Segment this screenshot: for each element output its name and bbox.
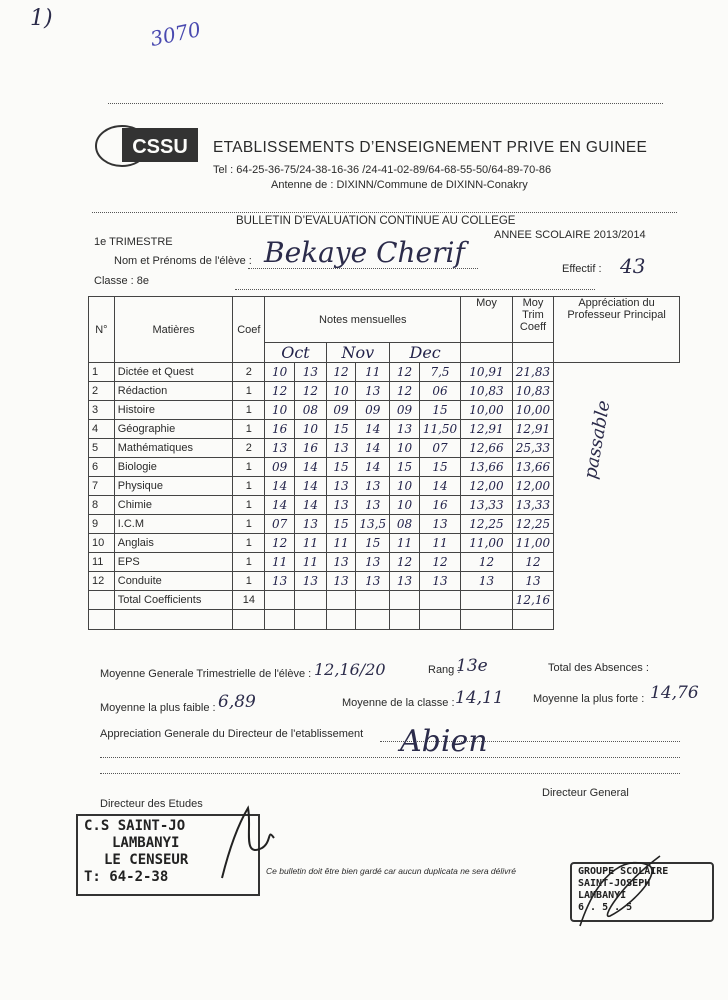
- total-coef: 14: [233, 591, 265, 610]
- right-stamp-line-4: 6 . 5 . 5: [578, 902, 633, 913]
- monthly-grade: 13: [326, 439, 356, 458]
- subject-name: Mathématiques: [114, 439, 233, 458]
- monthly-grade: 13: [390, 420, 420, 439]
- bulletin-title: BULLETIN D’EVALUATION CONTINUE AU COLLEGE: [236, 215, 516, 227]
- moy-blank: [461, 343, 513, 363]
- logo-text: CSSU: [132, 136, 188, 158]
- monthly-grade: 11: [419, 534, 460, 553]
- subject-coef: 1: [233, 515, 265, 534]
- monthly-grade: 09: [326, 401, 356, 420]
- row-number: 5: [89, 439, 115, 458]
- monthly-grade: 12: [390, 553, 420, 572]
- appreciation-dir-value: Abien: [400, 724, 488, 759]
- monthly-grade: 10: [265, 363, 295, 382]
- faible-label: Moyenne la plus faible :: [100, 702, 216, 714]
- subject-coef: 1: [233, 572, 265, 591]
- monthly-grade: 11: [265, 553, 295, 572]
- monthly-grade: 15: [326, 420, 356, 439]
- total-moy-trim: 12,16: [512, 591, 553, 610]
- table-row: [89, 363, 680, 382]
- monthly-grade: 10: [265, 401, 295, 420]
- monthly-grade: 11: [326, 534, 356, 553]
- header-num: N°: [89, 297, 115, 363]
- monthly-grade: 13: [356, 572, 390, 591]
- right-stamp-line-3: LAMBANYI: [578, 890, 627, 901]
- table-row: [89, 534, 680, 553]
- monthly-grade: 12: [265, 534, 295, 553]
- subject-name: EPS: [114, 553, 233, 572]
- monthly-grade: 15: [390, 458, 420, 477]
- monthly-grade: 06: [419, 382, 460, 401]
- subject-name: Rédaction: [114, 382, 233, 401]
- subject-name: Dictée et Quest: [114, 363, 233, 382]
- row-number: 10: [89, 534, 115, 553]
- appreciation-dir-label: Appreciation Generale du Directeur de l'etablissement: [100, 728, 364, 740]
- monthly-grade: 7,5: [419, 363, 460, 382]
- subject-name: Chimie: [114, 496, 233, 515]
- monthly-grade: 14: [295, 477, 327, 496]
- subject-average: 10,91: [461, 363, 513, 382]
- subject-weighted-average: 12,00: [512, 477, 553, 496]
- mtc-blank: [512, 343, 553, 363]
- month-nov: Nov: [326, 343, 389, 363]
- row-number: 6: [89, 458, 115, 477]
- monthly-grade: 12: [419, 553, 460, 572]
- monthly-grade: 15: [326, 458, 356, 477]
- monthly-grade: 13: [419, 572, 460, 591]
- monthly-grade: 12: [265, 382, 295, 401]
- monthly-grade: 14: [356, 458, 390, 477]
- monthly-grade: 10: [326, 382, 356, 401]
- monthly-grade: 13: [356, 477, 390, 496]
- forte-label: Moyenne la plus forte :: [533, 693, 645, 705]
- subject-name: Conduite: [114, 572, 233, 591]
- monthly-grade: 14: [265, 496, 295, 515]
- effectif-label: Effectif :: [562, 263, 602, 275]
- table-row: [89, 515, 680, 534]
- monthly-grade: 09: [265, 458, 295, 477]
- forte-value: 14,76: [650, 683, 699, 703]
- subject-average: 10,00: [461, 401, 513, 420]
- classe-moy-value: 14,11: [455, 688, 504, 708]
- subject-coef: 1: [233, 496, 265, 515]
- left-stamp-line-1: C.S SAINT-JO: [84, 818, 186, 834]
- top-divider: [108, 103, 663, 104]
- appreciation-value: passable: [580, 398, 615, 481]
- month-oct: Oct: [265, 343, 326, 363]
- monthly-grade: 10: [390, 439, 420, 458]
- row-number: 8: [89, 496, 115, 515]
- monthly-grade: 16: [265, 420, 295, 439]
- monthly-grade: 13: [356, 553, 390, 572]
- subject-average: 12: [461, 553, 513, 572]
- monthly-grade: 08: [295, 401, 327, 420]
- left-stamp-line-3: LE CENSEUR: [104, 852, 189, 868]
- subject-coef: 1: [233, 420, 265, 439]
- monthly-grade: 15: [326, 515, 356, 534]
- subject-weighted-average: 12: [512, 553, 553, 572]
- subject-weighted-average: 13,66: [512, 458, 553, 477]
- subject-weighted-average: 11,00: [512, 534, 553, 553]
- bulletin-note: Ce bulletin doit être bien gardé car aucun duplicata ne sera délivré: [266, 866, 516, 876]
- subject-weighted-average: 21,83: [512, 363, 553, 382]
- monthly-grade: 13: [265, 572, 295, 591]
- subject-name: Anglais: [114, 534, 233, 553]
- trimestre: 1e TRIMESTRE: [94, 236, 173, 248]
- rang-label: Rang :: [428, 664, 461, 676]
- institution-title: ETABLISSEMENTS D’ENSEIGNEMENT PRIVE EN GUINEE: [213, 139, 648, 156]
- corner-annotation: 1): [30, 6, 53, 31]
- table-row: [89, 382, 680, 401]
- table-row: [89, 572, 680, 591]
- directeur-etudes-label: Directeur des Etudes: [100, 798, 203, 810]
- subject-average: 12,66: [461, 439, 513, 458]
- monthly-grade: 13: [295, 515, 327, 534]
- general-signature: [560, 846, 680, 941]
- monthly-grade: 09: [390, 401, 420, 420]
- subject-weighted-average: 10,83: [512, 382, 553, 401]
- monthly-grade: 10: [295, 420, 327, 439]
- subject-coef: 1: [233, 553, 265, 572]
- monthly-grade: 13: [356, 496, 390, 515]
- header-moy-trim: Moy Trim Coeff: [512, 297, 553, 343]
- director-signature: [212, 798, 282, 893]
- subject-coef: 1: [233, 477, 265, 496]
- monthly-grade: 16: [295, 439, 327, 458]
- row-number: 7: [89, 477, 115, 496]
- subject-average: 12,91: [461, 420, 513, 439]
- total-label: Total Coefficients: [114, 591, 233, 610]
- subject-name: Physique: [114, 477, 233, 496]
- subject-name: Géographie: [114, 420, 233, 439]
- subject-average: 13: [461, 572, 513, 591]
- faible-value: 6,89: [218, 692, 256, 712]
- right-stamp-line-2: SAINT-JOSEPH: [578, 878, 651, 889]
- monthly-grade: 14: [295, 458, 327, 477]
- classe-moy-label: Moyenne de la classe :: [342, 697, 455, 709]
- row-number: 12: [89, 572, 115, 591]
- table-row: [89, 553, 680, 572]
- monthly-grade: 15: [419, 401, 460, 420]
- subject-average: 12,25: [461, 515, 513, 534]
- table-row: [89, 477, 680, 496]
- monthly-grade: 11: [295, 553, 327, 572]
- monthly-grade: 12: [390, 382, 420, 401]
- monthly-grade: 13: [419, 515, 460, 534]
- antenne-text: Antenne de : DIXINN/Commune de DIXINN-Conakry: [271, 179, 528, 191]
- monthly-grade: 07: [419, 439, 460, 458]
- monthly-grade: 14: [356, 420, 390, 439]
- monthly-grade: 13: [265, 439, 295, 458]
- header-appreciation: [554, 297, 680, 481]
- monthly-grade: 11: [390, 534, 420, 553]
- header-notes: Notes mensuelles: [265, 297, 461, 343]
- subject-weighted-average: 12,91: [512, 420, 553, 439]
- monthly-grade: 16: [419, 496, 460, 515]
- row-number: 2: [89, 382, 115, 401]
- subject-name: I.C.M: [114, 515, 233, 534]
- subject-weighted-average: 25,33: [512, 439, 553, 458]
- monthly-grade: 13: [326, 496, 356, 515]
- school-logo: [92, 120, 200, 168]
- subject-coef: 2: [233, 439, 265, 458]
- moy-trim-label: Moyenne Generale Trimestrielle de l'élève :: [100, 668, 312, 680]
- header-coef: Coef: [233, 297, 265, 363]
- appreciation-line-3: [100, 773, 680, 774]
- header-moy: Moy: [461, 297, 513, 343]
- monthly-grade: 15: [419, 458, 460, 477]
- row-number: 3: [89, 401, 115, 420]
- nom-label: Nom et Prénoms de l'élève :: [114, 255, 252, 267]
- monthly-grade: 15: [356, 534, 390, 553]
- subject-average: 13,33: [461, 496, 513, 515]
- subject-average: 10,83: [461, 382, 513, 401]
- nom-line: [248, 268, 478, 269]
- subject-average: 13,66: [461, 458, 513, 477]
- monthly-grade: 11,50: [419, 420, 460, 439]
- subject-name: Histoire: [114, 401, 233, 420]
- monthly-grade: 14: [295, 496, 327, 515]
- left-stamp-line-2: LAMBANYI: [112, 835, 180, 851]
- monthly-grade: 14: [419, 477, 460, 496]
- monthly-grade: 08: [390, 515, 420, 534]
- handwritten-number: 3070: [148, 16, 203, 52]
- subject-weighted-average: 13,33: [512, 496, 553, 515]
- header-divider: [92, 212, 677, 213]
- subject-coef: 1: [233, 382, 265, 401]
- subject-name: Biologie: [114, 458, 233, 477]
- monthly-grade: 12: [295, 382, 327, 401]
- monthly-grade: 10: [390, 496, 420, 515]
- directeur-general-label: Directeur General: [542, 787, 629, 799]
- monthly-grade: 13,5: [356, 515, 390, 534]
- row-number: 1: [89, 363, 115, 382]
- moy-trim-value: 12,16/20: [314, 660, 386, 679]
- appreciation-line-2: [100, 757, 680, 758]
- subject-average: 12,00: [461, 477, 513, 496]
- classe-line: [235, 289, 595, 290]
- subject-coef: 2: [233, 363, 265, 382]
- total-num: [89, 591, 115, 610]
- left-stamp-line-4: T: 64-2-38: [84, 869, 169, 885]
- absences-label: Total des Absences :: [548, 662, 649, 674]
- annee-scolaire: ANNEE SCOLAIRE 2013/2014: [494, 229, 646, 241]
- right-stamp-line-1: GROUPE SCOLAIRE: [578, 866, 669, 877]
- effectif-value: 43: [620, 254, 646, 278]
- row-number: 11: [89, 553, 115, 572]
- subject-average: 11,00: [461, 534, 513, 553]
- appreciation-header-label: Appréciation du Professeur Principal: [567, 297, 666, 321]
- monthly-grade: 13: [326, 477, 356, 496]
- monthly-grade: 13: [390, 572, 420, 591]
- phone-numbers: Tel : 64-25-36-75/24-38-16-36 /24-41-02-89/64-68-55-50/64-89-70-86: [213, 164, 552, 176]
- table-row: [89, 496, 680, 515]
- row-number: 4: [89, 420, 115, 439]
- monthly-grade: 10: [390, 477, 420, 496]
- rang-value: 13e: [456, 656, 488, 676]
- monthly-grade: 13: [326, 572, 356, 591]
- classe: Classe : 8e: [94, 275, 150, 287]
- monthly-grade: 07: [265, 515, 295, 534]
- monthly-grade: 14: [265, 477, 295, 496]
- monthly-grade: 11: [356, 363, 390, 382]
- monthly-grade: 09: [356, 401, 390, 420]
- monthly-grade: 12: [326, 363, 356, 382]
- subject-weighted-average: 10,00: [512, 401, 553, 420]
- row-number: 9: [89, 515, 115, 534]
- month-dec: Dec: [390, 343, 461, 363]
- monthly-grade: 13: [326, 553, 356, 572]
- header-matieres: Matières: [114, 297, 233, 363]
- subject-coef: 1: [233, 458, 265, 477]
- subject-weighted-average: 12,25: [512, 515, 553, 534]
- monthly-grade: 13: [295, 363, 327, 382]
- monthly-grade: 13: [356, 382, 390, 401]
- subject-coef: 1: [233, 534, 265, 553]
- monthly-grade: 11: [295, 534, 327, 553]
- monthly-grade: 12: [390, 363, 420, 382]
- monthly-grade: 13: [295, 572, 327, 591]
- grades-table: [88, 296, 680, 630]
- subject-weighted-average: 13: [512, 572, 553, 591]
- subject-coef: 1: [233, 401, 265, 420]
- monthly-grade: 14: [356, 439, 390, 458]
- student-name: Bekaye Cherif: [264, 236, 465, 269]
